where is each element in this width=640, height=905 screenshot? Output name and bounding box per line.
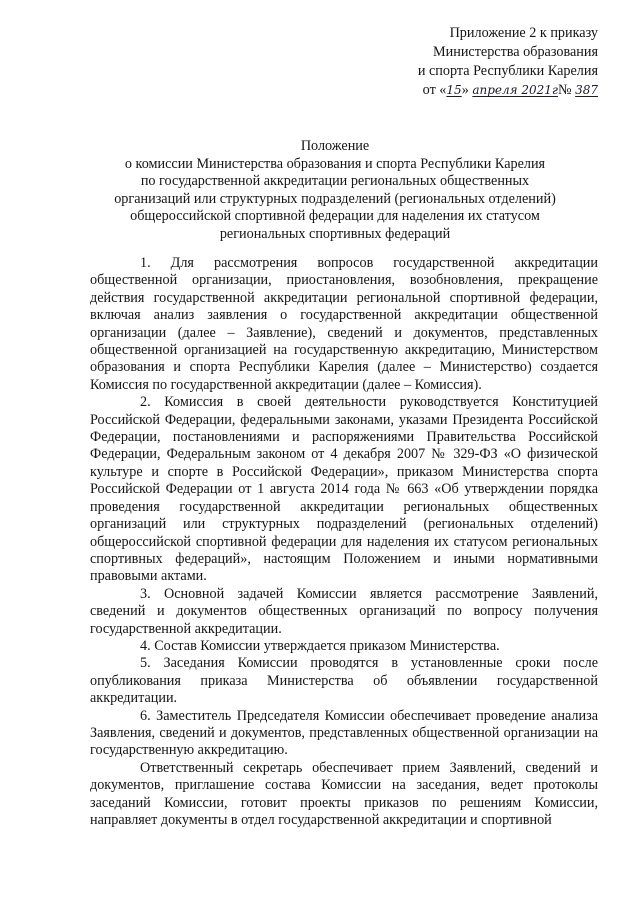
appendix-header bbox=[418, 24, 598, 100]
paragraph-3: 3. Основной задачей Комиссии является рассмотрение Заявлений, сведений и документов общественных организаций по вопросу получения государственной аккредитации. bbox=[90, 585, 598, 637]
document-title bbox=[70, 138, 600, 243]
appendix-line-3: и спорта Республики Карелия bbox=[417, 63, 598, 79]
appendix-line-1: Приложение 2 к приказу bbox=[449, 25, 598, 41]
appendix-line-2: Министерства образования bbox=[433, 44, 598, 60]
paragraph-7: Ответственный секретарь обеспечивает прием Заявлений, сведений и документов, приглашение состава Комиссии на заседания, ведет протоколы заседаний Комиссии, готовит проекты приказов по решениям Комиссии, направляет документы в отдел государственной аккредитации и спортивной bbox=[90, 759, 598, 828]
handwritten-order-number: 387 bbox=[575, 83, 598, 97]
paragraph-6: 6. Заместитель Председателя Комиссии обеспечивает проведение анализа Заявления, сведений и документов, представленных общественной организации на государственную аккредитацию. bbox=[90, 707, 598, 759]
title-line-4: общероссийской спортивной федерации для наделения их статусом bbox=[130, 208, 540, 224]
title-line-2: по государственной аккредитации региональных общественных bbox=[140, 173, 530, 189]
handwritten-day: 15 bbox=[446, 83, 462, 97]
date-mid: » bbox=[461, 82, 473, 98]
paragraph-2: 2. Комиссия в своей деятельности руководствуется Конституцией Российской Федерации, федеральными законами, указами Президента Российской Федерации, постановлениями и распоряжениями Правительства Российской Федерации, Федеральным законом от 4 декабря 2007 № 329-ФЗ «О физической культуре и спорте в Российской Федерации», приказом Министерства спорта Российской Федерации от 1 августа 2014 года № 663 «Об утверждении порядка проведения государственной аккредитации региональных общественных организаций или структурных подразделений (региональных отделений) общероссийской спортивной федерации для наделения их статусом региональных спортивных федераций», настоящим Положением и иными нормативными правовыми актами. bbox=[90, 394, 598, 585]
paragraph-4: 4. Состав Комиссии утверждается приказом Министерства. bbox=[140, 637, 500, 654]
title-line-5: региональных спортивных федераций bbox=[219, 225, 451, 242]
title-line-3: организаций или структурных подразделений (региональных отделений) bbox=[114, 190, 556, 207]
paragraph-1: 1. Для рассмотрения вопросов государственной аккредитации общественной организации, приостановления, возобновления, прекращение действия государственной аккредитации региональной спортивной федерации, включая анализ заявления о государственной аккредитации общественной организации (далее – Заявление), сведений и документов, представленных общественной организацией на государственную аккредитацию, Министерством образования и спорта Республики Карелия (далее – Министерство) создается Комиссия по государственной аккредитации (далее – Комиссия). bbox=[90, 255, 598, 393]
document-body bbox=[90, 255, 598, 829]
handwritten-month-year: апреля 2021г bbox=[472, 83, 558, 97]
paragraph-5: 5. Заседания Комиссии проводятся в установленные сроки после опубликования приказа Министерства об объявлении государственной аккредитации. bbox=[90, 655, 598, 707]
appendix-date-line bbox=[418, 81, 598, 100]
date-prefix: от « bbox=[422, 82, 447, 98]
title-heading: Положение bbox=[300, 138, 370, 154]
title-line-1: о комиссии Министерства образования и спорта Республики Карелия bbox=[124, 155, 546, 172]
date-number-sign: № bbox=[558, 82, 576, 98]
